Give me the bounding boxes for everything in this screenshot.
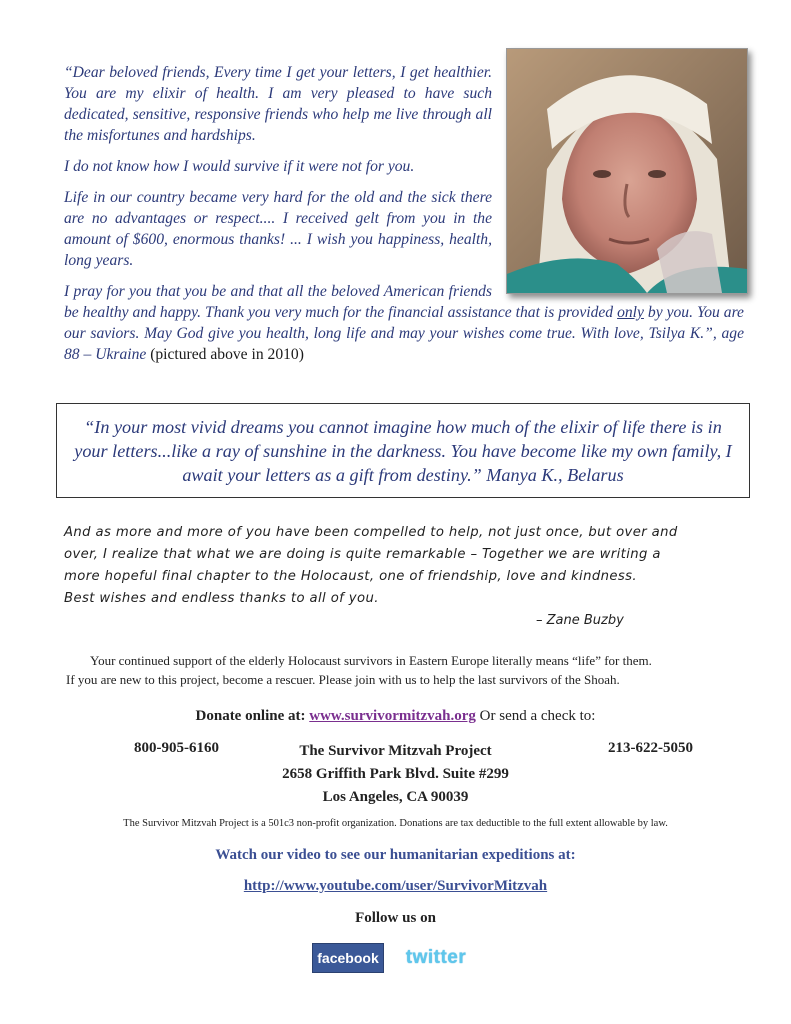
phone-left: 800-905-6160 [134, 740, 219, 756]
quote-text: “In your most vivid dreams you cannot imagine how much of the elixir of life there is in your letters...like a ray of sunshine in the darkness. You have become like my own family, I await your letters as a gift from destiny.” Manya K., Belarus [74, 416, 732, 485]
letter-section [64, 62, 744, 365]
phone-right: 213-622-5050 [608, 740, 693, 756]
twitter-button[interactable] [394, 943, 478, 973]
video-heading: Watch our video to see our humanitarian expeditions at: [215, 847, 576, 863]
handwritten-note [64, 522, 754, 610]
youtube-link[interactable]: http://www.youtube.com/user/SurvivorMitzvah [243, 878, 548, 894]
letter-paragraph-2: I do not know how I would survive if it were not for you. [64, 158, 415, 175]
twitter-icon: twitter [405, 947, 467, 968]
letter-p4-part-a: I pray for you that you be and that all the beloved American friends be healthy and happy. Thank you very much for the financial assistance that is provided [64, 283, 618, 321]
handwritten-line-3: more hopeful final chapter to the Holocaust, one of friendship, love and kindness. [64, 569, 637, 584]
quote-box [56, 403, 750, 498]
facebook-button[interactable] [312, 943, 384, 973]
street-address: 2658 Griffith Park Blvd. Suite #299 [282, 766, 509, 782]
support-text [66, 651, 746, 689]
org-name: The Survivor Mitzvah Project [299, 743, 492, 759]
nonprofit-note: The Survivor Mitzvah Project is a 501c3 non-profit organization. Donations are tax deductible to the full extent allowable by law. [123, 818, 668, 829]
letter-p4-only: only [617, 304, 644, 321]
support-line-1: Your continued support of the elderly Holocaust survivors in Eastern Europe literally means “life” for them. [90, 653, 652, 668]
survivor-photo [506, 48, 748, 294]
support-line-2: If you are new to this project, become a rescuer. Please join with us to help the last survivors of the Shoah. [66, 672, 620, 687]
donate-line [0, 708, 791, 725]
handwritten-line-2: over, I realize that what we are doing is quite remarkable – Together we are writing a [64, 547, 661, 562]
letter-p4-part-b: by you. You are our saviors. May God give you health, long life and may your wishes come true. With love, Tsilya K.”, age 88 – Ukraine [64, 304, 744, 363]
donate-label: Donate online at: [195, 708, 310, 724]
youtube-link-row [0, 878, 791, 895]
facebook-icon: facebook [317, 950, 379, 966]
handwritten-line-1: And as more and more of you have been compelled to help, not just once, but over and [64, 525, 678, 540]
letter-paragraph-3: Life in our country became very hard for the old and the sick there are no advantages or respect.... I received gelt from you in the amount of $600, enormous thanks! ... I wish you happiness, health, long years. [64, 189, 492, 269]
handwritten-line-4: Best wishes and endless thanks to all of you. [64, 591, 379, 606]
photo-caption: (pictured above in 2010) [150, 346, 304, 363]
letter-paragraph-1: “Dear beloved friends, Every time I get your letters, I get healthier. You are my elixir of health. I am very pleased to have such dedicated, sensitive, responsive friends who help me live through all the misfortunes and hardships. [64, 64, 492, 144]
follow-us-label: Follow us on [355, 910, 436, 926]
city-address: Los Angeles, CA 90039 [322, 789, 469, 805]
portrait-image [507, 49, 747, 293]
signature: – Zane Buzby [536, 613, 624, 628]
donate-tail: Or send a check to: [475, 708, 596, 724]
donate-link[interactable]: www.survivormitzvah.org [309, 708, 476, 724]
